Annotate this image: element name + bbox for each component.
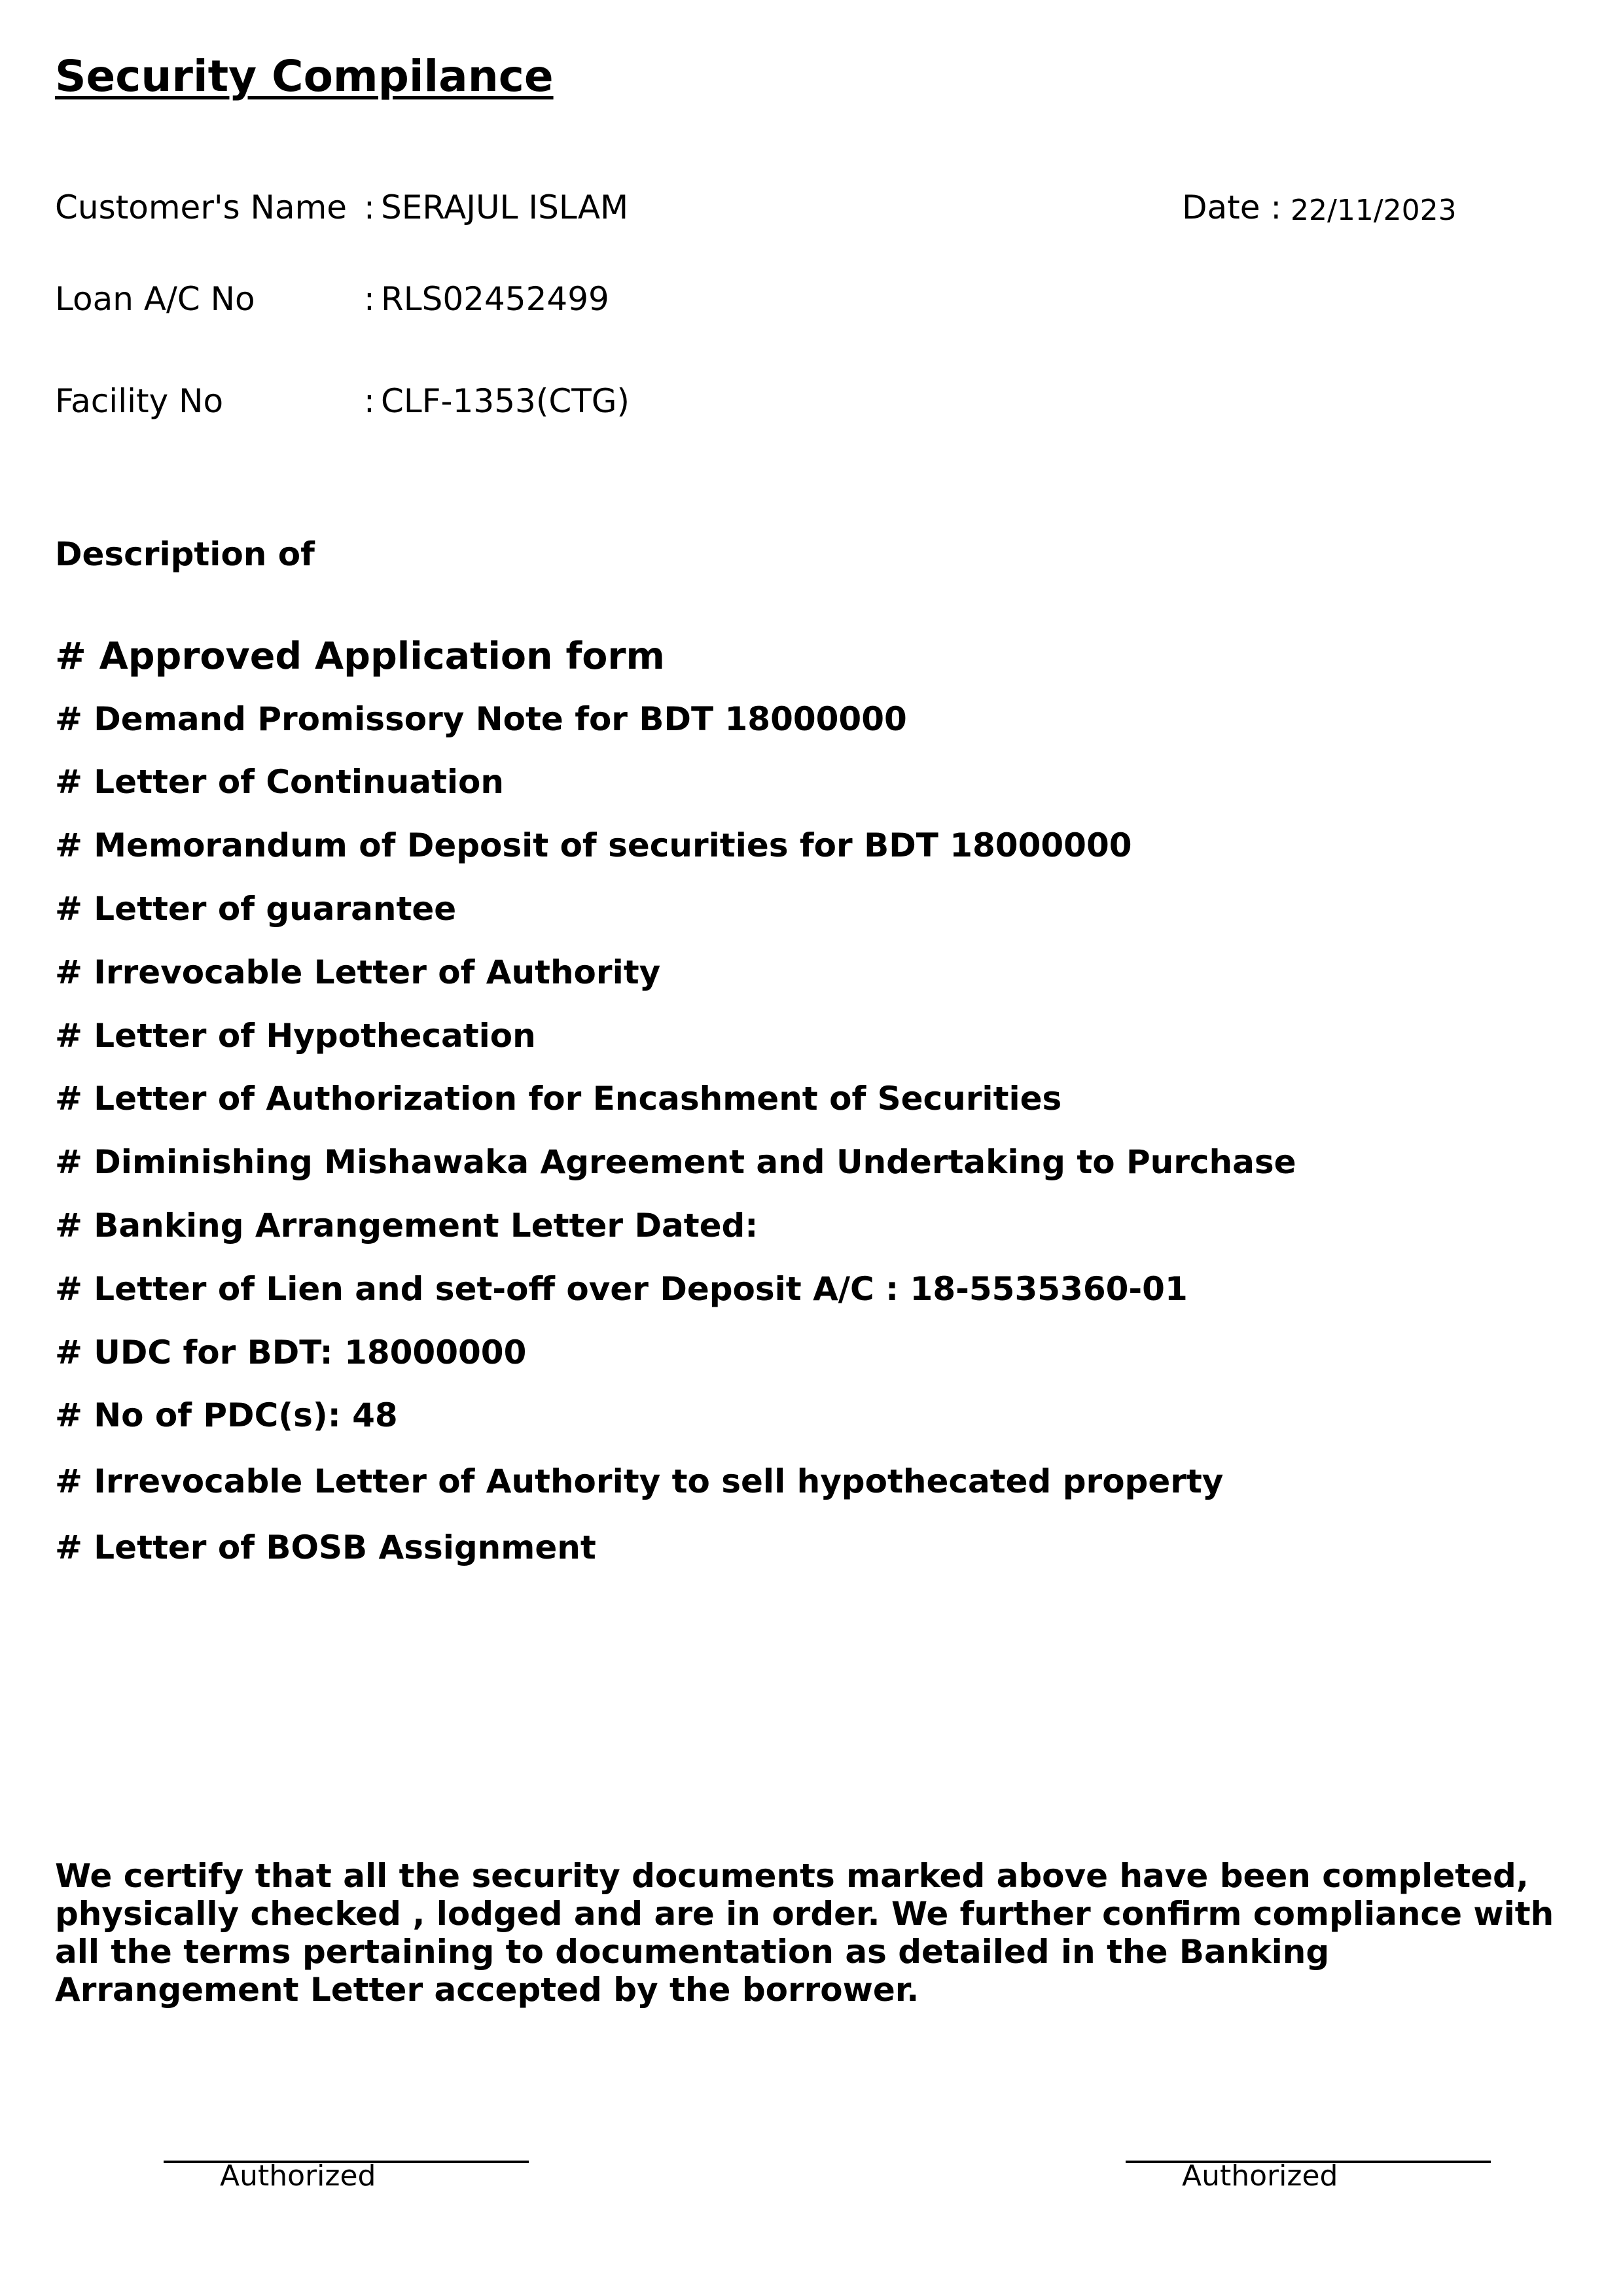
page-title: Security Compilance	[55, 51, 554, 101]
left-signature-label: Authorized	[220, 2159, 376, 2193]
document-item-demand-promissory-note: # Demand Promissory Note for BDT 18000000	[55, 700, 907, 738]
document-item-approved-application: # Approved Application form	[55, 635, 665, 678]
customer-name-value: SERAJUL ISLAM	[381, 188, 629, 226]
right-signature-label: Authorized	[1182, 2159, 1338, 2193]
document-item-authority-to-sell: # Irrevocable Letter of Authority to sell hypothecated property	[55, 1462, 1224, 1500]
loan-account-value: RLS02452499	[381, 280, 609, 318]
document-item-letter-of-hypothecation: # Letter of Hypothecation	[55, 1017, 536, 1055]
document-item-pdc-count: # No of PDC(s): 48	[55, 1396, 398, 1434]
document-item-letter-of-authorization: # Letter of Authorization for Encashment of Securities	[55, 1080, 1062, 1118]
document-item-banking-arrangement-letter: # Banking Arrangement Letter Dated:	[55, 1207, 758, 1245]
customer-name-label: Customer's Name	[55, 188, 348, 226]
customer-name-colon: :	[364, 188, 375, 226]
loan-account-label: Loan A/C No	[55, 280, 255, 318]
facility-value: CLF-1353(CTG)	[381, 382, 630, 420]
facility-colon: :	[364, 382, 375, 420]
date-value: 22/11/2023	[1291, 194, 1457, 227]
date-label: Date :	[1182, 188, 1282, 226]
document-item-diminishing-mishawaka-agreement: # Diminishing Mishawaka Agreement and Undertaking to Purchase	[55, 1143, 1296, 1181]
document-item-letter-of-guarantee: # Letter of guarantee	[55, 890, 457, 928]
document-item-memorandum-of-deposit: # Memorandum of Deposit of securities for BDT 18000000	[55, 826, 1132, 864]
loan-account-colon: :	[364, 280, 375, 318]
document-item-letter-of-continuation: # Letter of Continuation	[55, 763, 504, 801]
facility-label: Facility No	[55, 382, 224, 420]
description-heading: Description of	[55, 535, 315, 573]
document-item-udc: # UDC for BDT: 18000000	[55, 1333, 527, 1371]
document-item-letter-of-lien: # Letter of Lien and set-off over Deposit A/C : 18-5535360-01	[55, 1270, 1188, 1308]
document-item-irrevocable-letter-of-authority: # Irrevocable Letter of Authority	[55, 953, 661, 991]
document-item-bosb-assignment: # Letter of BOSB Assignment	[55, 1528, 596, 1566]
certification-statement: We certify that all the security documents marked above have been completed, physically checked , lodged and are in order. We further confirm compliance with all the terms pertaining to documentation as detailed in the Banking Arrangement Letter accepted by the borrower.	[55, 1857, 1554, 2009]
